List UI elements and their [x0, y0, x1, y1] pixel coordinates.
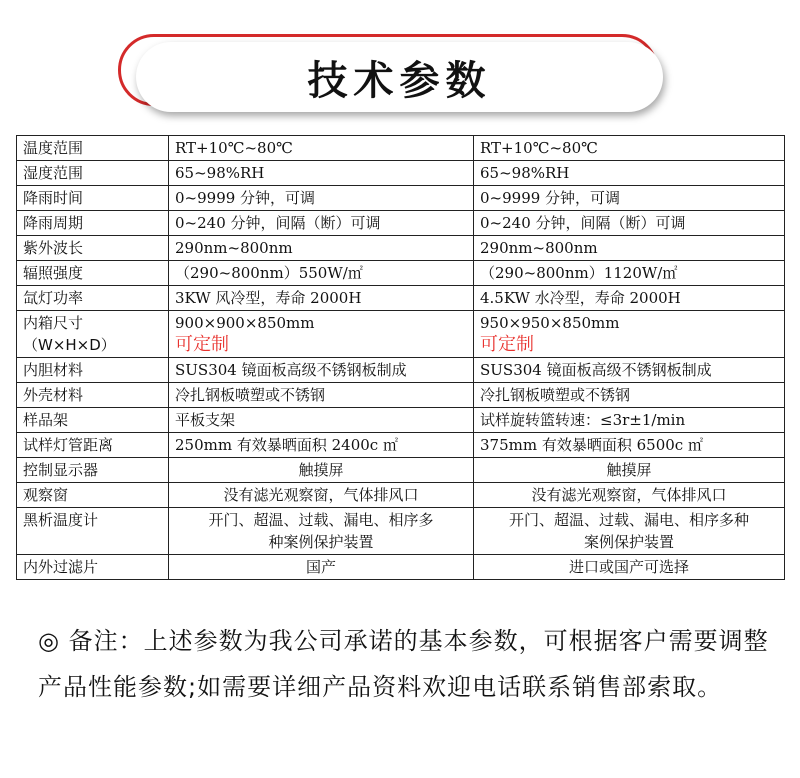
cell-model-1: 290nm~800nm — [169, 236, 474, 261]
cell-model-2: 375mm 有效暴晒面积 6500c ㎡ — [474, 433, 785, 458]
row-label: 外壳材料 — [17, 383, 169, 408]
spec-table — [16, 135, 785, 580]
title-box — [136, 42, 663, 112]
cell-model-1 — [169, 508, 474, 555]
table-row — [17, 311, 785, 358]
table-row — [17, 286, 785, 311]
cell-model-2: 进口或国产可选择 — [474, 555, 785, 580]
cell-model-1: SUS304 镜面板高级不锈钢板制成 — [169, 358, 474, 383]
cell-model-1: 3KW 风冷型，寿命 2000H — [169, 286, 474, 311]
cell-model-1: 0~240 分钟，间隔（断）可调 — [169, 211, 474, 236]
row-label: 试样灯管距离 — [17, 433, 169, 458]
table-row — [17, 483, 785, 508]
cell-model-2: 65~98%RH — [474, 161, 785, 186]
table-row — [17, 508, 785, 555]
customizable-note: 可定制 — [480, 334, 534, 355]
cell-value: 950×950×850mm — [480, 314, 620, 332]
table-row — [17, 236, 785, 261]
row-label: 控制显示器 — [17, 458, 169, 483]
row-label: 紫外波长 — [17, 236, 169, 261]
cell-model-1 — [169, 311, 474, 358]
cell-model-1: 250mm 有效暴晒面积 2400c ㎡ — [169, 433, 474, 458]
cell-model-2: （290~800nm）1120W/㎡ — [474, 261, 785, 286]
cell-model-2: 试样旋转篮转速：≤3r±1/min — [474, 408, 785, 433]
row-label: 观察窗 — [17, 483, 169, 508]
row-label: 样品架 — [17, 408, 169, 433]
row-label: 氙灯功率 — [17, 286, 169, 311]
cell-model-1: （290~800nm）550W/㎡ — [169, 261, 474, 286]
cell-model-2 — [474, 508, 785, 555]
cell-model-1: 65~98%RH — [169, 161, 474, 186]
table-row — [17, 186, 785, 211]
cell-model-1: 国产 — [169, 555, 474, 580]
table-row — [17, 161, 785, 186]
table-row — [17, 458, 785, 483]
footnote: ◎ 备注：上述参数为我公司承诺的基本参数，可根据客户需要调整产品性能参数;如需要详细产品资料欢迎电话联系销售部索取。 — [38, 627, 769, 701]
cell-model-2: 冷扎钢板喷塑或不锈钢 — [474, 383, 785, 408]
table-row — [17, 211, 785, 236]
cell-value: 900×900×850mm — [175, 314, 315, 332]
table-row — [17, 555, 785, 580]
table-row — [17, 261, 785, 286]
cell-model-1: 触摸屏 — [169, 458, 474, 483]
row-label: 内外过滤片 — [17, 555, 169, 580]
cell-model-2 — [474, 311, 785, 358]
cell-model-2: 290nm~800nm — [474, 236, 785, 261]
row-label: 温度范围 — [17, 136, 169, 161]
cell-model-1: 0~9999 分钟，可调 — [169, 186, 474, 211]
cell-model-2: SUS304 镜面板高级不锈钢板制成 — [474, 358, 785, 383]
cell-model-2: 4.5KW 水冷型，寿命 2000H — [474, 286, 785, 311]
cell-model-1: 没有滤光观察窗，气体排风口 — [169, 483, 474, 508]
page-title: 技术参数 — [307, 57, 492, 104]
table-row — [17, 383, 785, 408]
title-banner — [118, 34, 663, 114]
cell-model-2: 没有滤光观察窗，气体排风口 — [474, 483, 785, 508]
row-label-cell — [17, 311, 169, 358]
cell-model-2: RT+10℃~80℃ — [474, 136, 785, 161]
row-label: 内箱尺寸 — [23, 314, 84, 332]
row-label: 辐照强度 — [17, 261, 169, 286]
table-row — [17, 433, 785, 458]
row-label: 湿度范围 — [17, 161, 169, 186]
row-label: 降雨时间 — [17, 186, 169, 211]
cell-model-2: 0~240 分钟，间隔（断）可调 — [474, 211, 785, 236]
table-row — [17, 408, 785, 433]
cell-value-cont: 案例保护装置 — [583, 533, 674, 551]
cell-value: 开门、超温、过载、漏电、相序多种 — [508, 511, 749, 529]
table-row — [17, 358, 785, 383]
cell-model-2: 触摸屏 — [474, 458, 785, 483]
row-label: 降雨周期 — [17, 211, 169, 236]
cell-model-1: RT+10℃~80℃ — [169, 136, 474, 161]
row-label: 黑析温度计 — [17, 508, 169, 555]
cell-value-cont: 种案例保护装置 — [268, 533, 374, 551]
cell-model-1: 冷扎钢板喷塑或不锈钢 — [169, 383, 474, 408]
cell-model-2: 0~9999 分钟，可调 — [474, 186, 785, 211]
cell-model-1: 平板支架 — [169, 408, 474, 433]
row-label-sub: （W×H×D） — [23, 336, 116, 354]
cell-value: 开门、超温、过载、漏电、相序多 — [208, 511, 434, 529]
table-row — [17, 136, 785, 161]
row-label: 内胆材料 — [17, 358, 169, 383]
customizable-note: 可定制 — [175, 334, 229, 355]
